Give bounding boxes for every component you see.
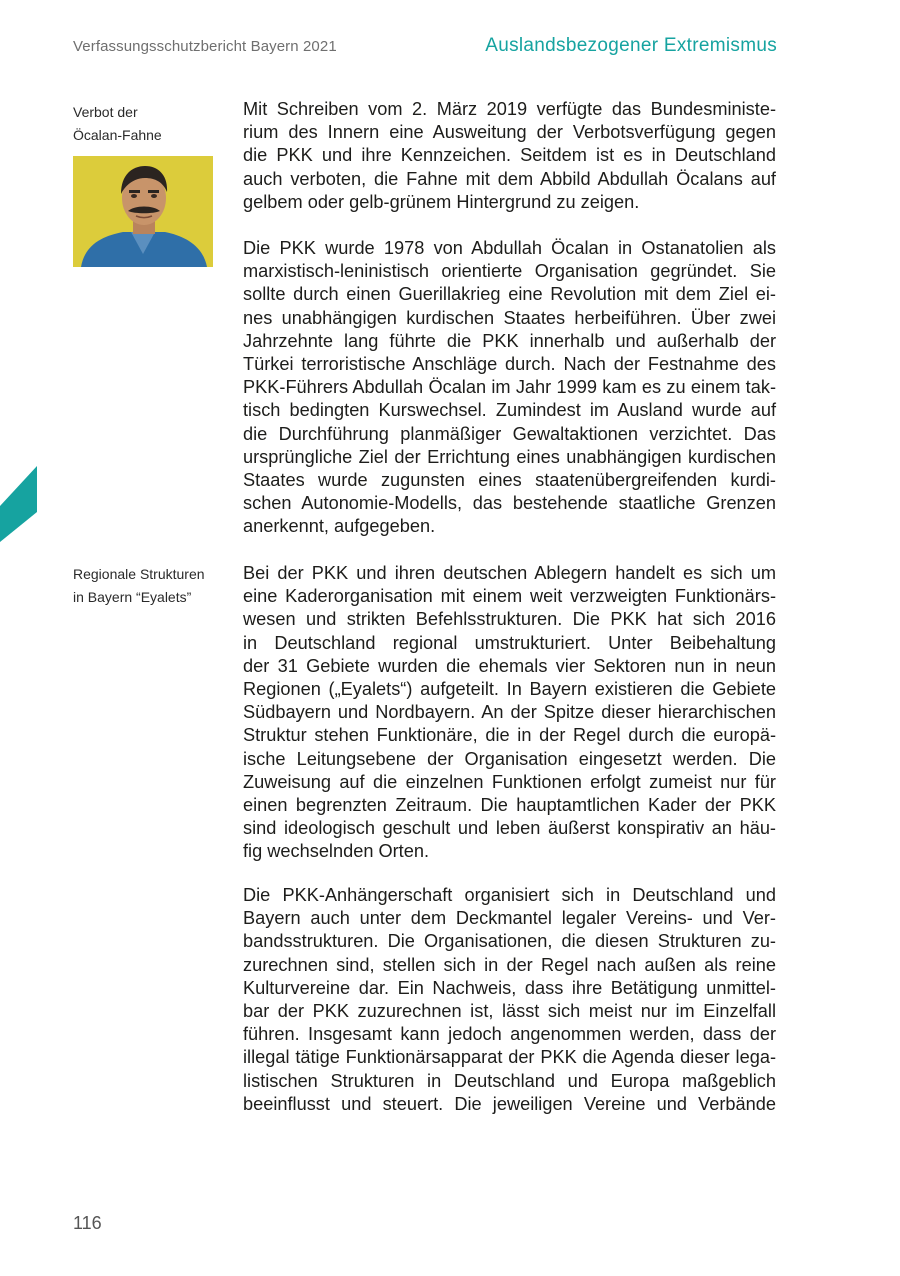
text-line: Kulturvereine dar. Ein Nachweis, dass ihre Betätigung unmittel- — [243, 977, 776, 998]
margin-label-line: Öcalan-Fahne — [73, 127, 162, 143]
text-line: ische Leitungsebene der Organisation eingesetzt werden. Die — [243, 748, 776, 769]
text-line: der 31 Gebiete wurden die ehemals vier Sektoren nun in neun — [243, 655, 776, 676]
text-line: Struktur stehen Funktionäre, die in der Regel durch die europä- — [243, 725, 776, 746]
text-line: sind ideologisch geschult und leben äußerst konspirativ an häu- — [243, 818, 776, 839]
text-line: listischen Strukturen in Deutschland und Europa maßgeblich — [243, 1070, 776, 1091]
text-line: Die PKK wurde 1978 von Abdullah Öcalan in Ostanatolien als — [243, 238, 776, 258]
text-line: bar der PKK zuzurechnen ist, lässt sich meist nur im Einzelfall — [243, 1000, 776, 1021]
text-line: anerkennt, aufgegeben. — [243, 516, 436, 537]
margin-label-line: Regionale Strukturen — [73, 566, 205, 582]
text-line: bandsstrukturen. Die Organisationen, die diesen Strukturen zu- — [243, 931, 776, 952]
margin-label-line: Verbot der — [73, 104, 138, 120]
text-line: Mit Schreiben vom 2. März 2019 verfügte das Bundesministe- — [243, 99, 776, 119]
text-line: eine Kaderorganisation mit einem weit verzweigten Funktionärs- — [243, 586, 776, 607]
text-line: gelbem oder gelb-grünem Hintergrund zu zeigen. — [243, 191, 640, 212]
text-line: fig wechselnden Orten. — [243, 841, 430, 862]
text-line: Türkei terroristische Anschläge durch. Nach der Festnahme des — [243, 353, 776, 374]
page-number: 116 — [73, 1213, 102, 1233]
text-line: sollte durch einen Guerillakrieg eine Revolution mit dem Ziel ei- — [243, 284, 776, 305]
text-line: beeinflusst und steuert. Die jeweiligen Vereine und Verbände — [243, 1093, 776, 1114]
text-line: marxistisch-leninistisch orientierte Organisation gegründet. Sie — [243, 261, 776, 282]
text-line: Bei der PKK und ihren deutschen Ablegern handelt es sich um — [243, 563, 776, 583]
running-header-title: Verfassungsschutzbericht Bayern 2021 — [73, 38, 337, 55]
text-line: die Durchführung planmäßiger Gewaltaktionen verzichtet. Das — [243, 423, 776, 444]
text-line: schen Autonomie-Modells, das bestehende staatliche Grenzen — [243, 493, 776, 514]
text-line: Südbayern und Nordbayern. An der Spitze dieser hierarchischen — [243, 702, 776, 723]
text-line: auch verboten, die Fahne mit dem Abbild Abdullah Öcalans auf — [243, 168, 776, 189]
paragraph-cadre-organisation — [243, 562, 776, 863]
accent-tab-marker — [0, 466, 37, 542]
text-line: einen begrenzten Zeitraum. Die hauptamtlichen Kader der PKK — [243, 794, 776, 815]
text-line: zurechnen sind, stellen sich in der Regel nach außen als reine — [243, 954, 776, 975]
text-line: in Deutschland regional umstrukturiert. Unter Beibehaltung — [243, 632, 776, 653]
paragraph-supporter-structures — [243, 884, 776, 1116]
text-line: ursprüngliche Ziel der Errichtung eines unabhängigen kurdischen — [243, 446, 776, 467]
text-line: wesen und strikten Befehlsstrukturen. Die PKK hat sich 2016 — [243, 609, 776, 630]
section-title: Auslandsbezogener Extremismus — [485, 35, 777, 56]
text-line: nes unabhängigen kurdischen Staates herbeiführen. Über zwei — [243, 307, 776, 328]
text-line: führen. Insgesamt kann jedoch angenommen werden, dass der — [243, 1024, 776, 1045]
portrait-flag-icon — [73, 156, 213, 267]
text-line: die PKK und ihre Kennzeichen. Seitdem ist es in Deutschland — [243, 145, 776, 166]
text-line: Jahrzehnte lang führte die PKK innerhalb und außerhalb der — [243, 330, 776, 351]
margin-label-regional-structures — [73, 563, 223, 609]
text-line: rium des Innern eine Ausweitung der Verbotsverfügung gegen — [243, 122, 776, 143]
margin-label-line: in Bayern “Eyalets” — [73, 589, 192, 605]
text-line: Die PKK-Anhängerschaft organisiert sich in Deutschland und — [243, 885, 776, 905]
margin-label-oecalan-flag — [73, 101, 223, 147]
text-line: Staates wurde zugunsten eines staatenübergreifenden kurdi- — [243, 469, 776, 490]
paragraph-pkk-history — [243, 237, 776, 538]
portrait-flag-graphic — [73, 156, 213, 267]
text-line: tisch bedingten Kurswechsel. Zumindest im Ausland wurde auf — [243, 400, 776, 421]
paragraph-oecalan-flag-ban — [243, 98, 776, 214]
text-line: Regionen („Eyalets“) aufgeteilt. In Bayern existieren die Gebiete — [243, 678, 776, 699]
text-line: Bayern auch unter dem Deckmantel legaler Vereins- und Ver- — [243, 908, 776, 929]
text-line: Zuweisung auf die einzelnen Funktionen erfolgt zumeist nur für — [243, 771, 776, 792]
text-line: illegal tätige Funktionärsapparat der PKK die Agenda dieser lega- — [243, 1047, 776, 1068]
text-line: PKK-Führers Abdullah Öcalan im Jahr 1999 kam es zu einem tak- — [243, 377, 776, 398]
